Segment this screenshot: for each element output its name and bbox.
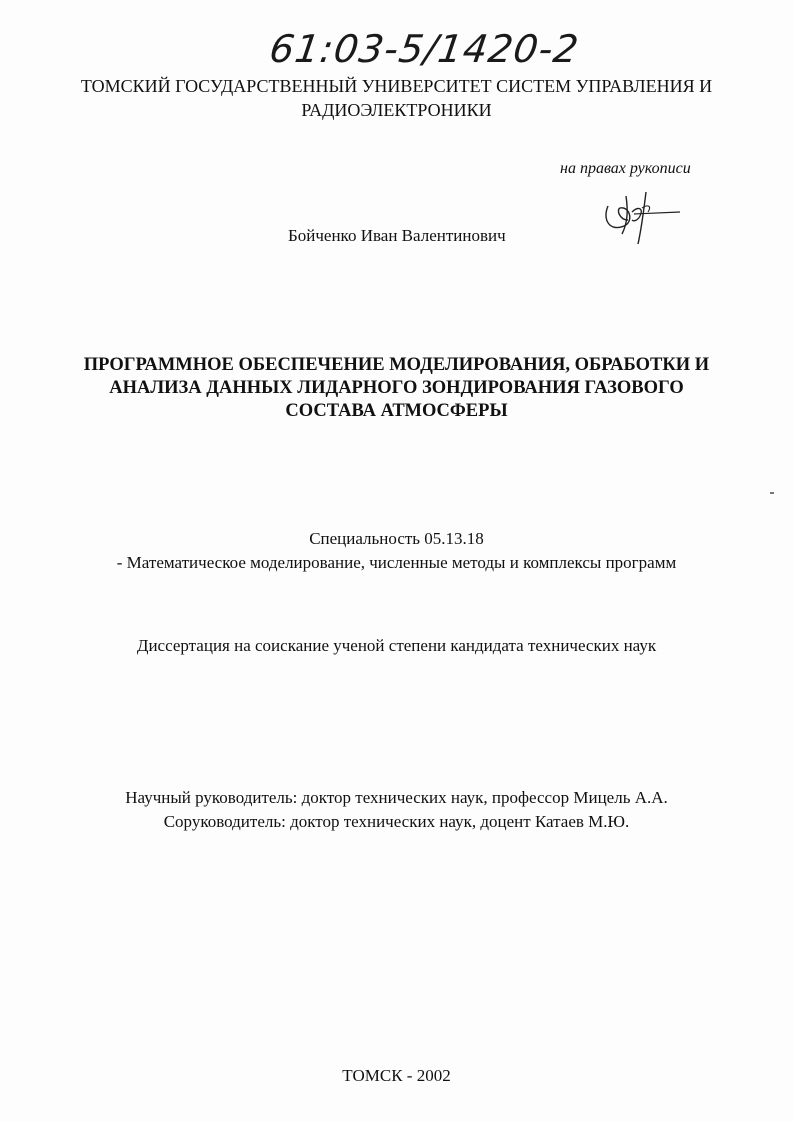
archive-number: 61:03-5/1420-2 — [266, 27, 582, 71]
dissertation-title — [0, 354, 793, 423]
signature-mark — [598, 186, 682, 248]
title-line-1: ПРОГРАММНОЕ ОБЕСПЕЧЕНИЕ МОДЕЛИРОВАНИЯ, ОБРАБОТКИ И — [83, 355, 710, 375]
supervisors — [0, 786, 793, 834]
title-line-3: СОСТАВА АТМОСФЕРЫ — [285, 401, 508, 421]
specialty-code: Специальность 05.13.18 — [309, 529, 484, 548]
university-line-1: ТОМСКИЙ ГОСУДАРСТВЕННЫЙ УНИВЕРСИТЕТ СИСТЕМ УПРАВЛЕНИЯ И — [80, 76, 713, 96]
city-year: ТОМСК - 2002 — [342, 1066, 451, 1085]
title-line-2: АНАЛИЗА ДАННЫХ ЛИДАРНОГО ЗОНДИРОВАНИЯ ГАЗОВОГО — [109, 378, 684, 398]
specialty — [0, 527, 793, 575]
rights-note: на правах рукописи — [560, 160, 691, 177]
co-supervisor: Соруководитель: доктор технических наук, доцент Катаев М.Ю. — [163, 812, 630, 831]
author-name: Бойченко Иван Валентинович — [288, 226, 506, 245]
degree-statement: Диссертация на соискание ученой степени кандидата технических наук — [136, 636, 657, 655]
university-line-2: РАДИОЭЛЕКТРОНИКИ — [301, 100, 492, 120]
scientific-supervisor: Научный руководитель: доктор технических наук, профессор Мицель А.А. — [125, 788, 668, 807]
specialty-name: - Математическое моделирование, численные методы и комплексы программ — [116, 553, 677, 572]
scan-speck — [770, 492, 774, 494]
university-name — [0, 74, 793, 122]
